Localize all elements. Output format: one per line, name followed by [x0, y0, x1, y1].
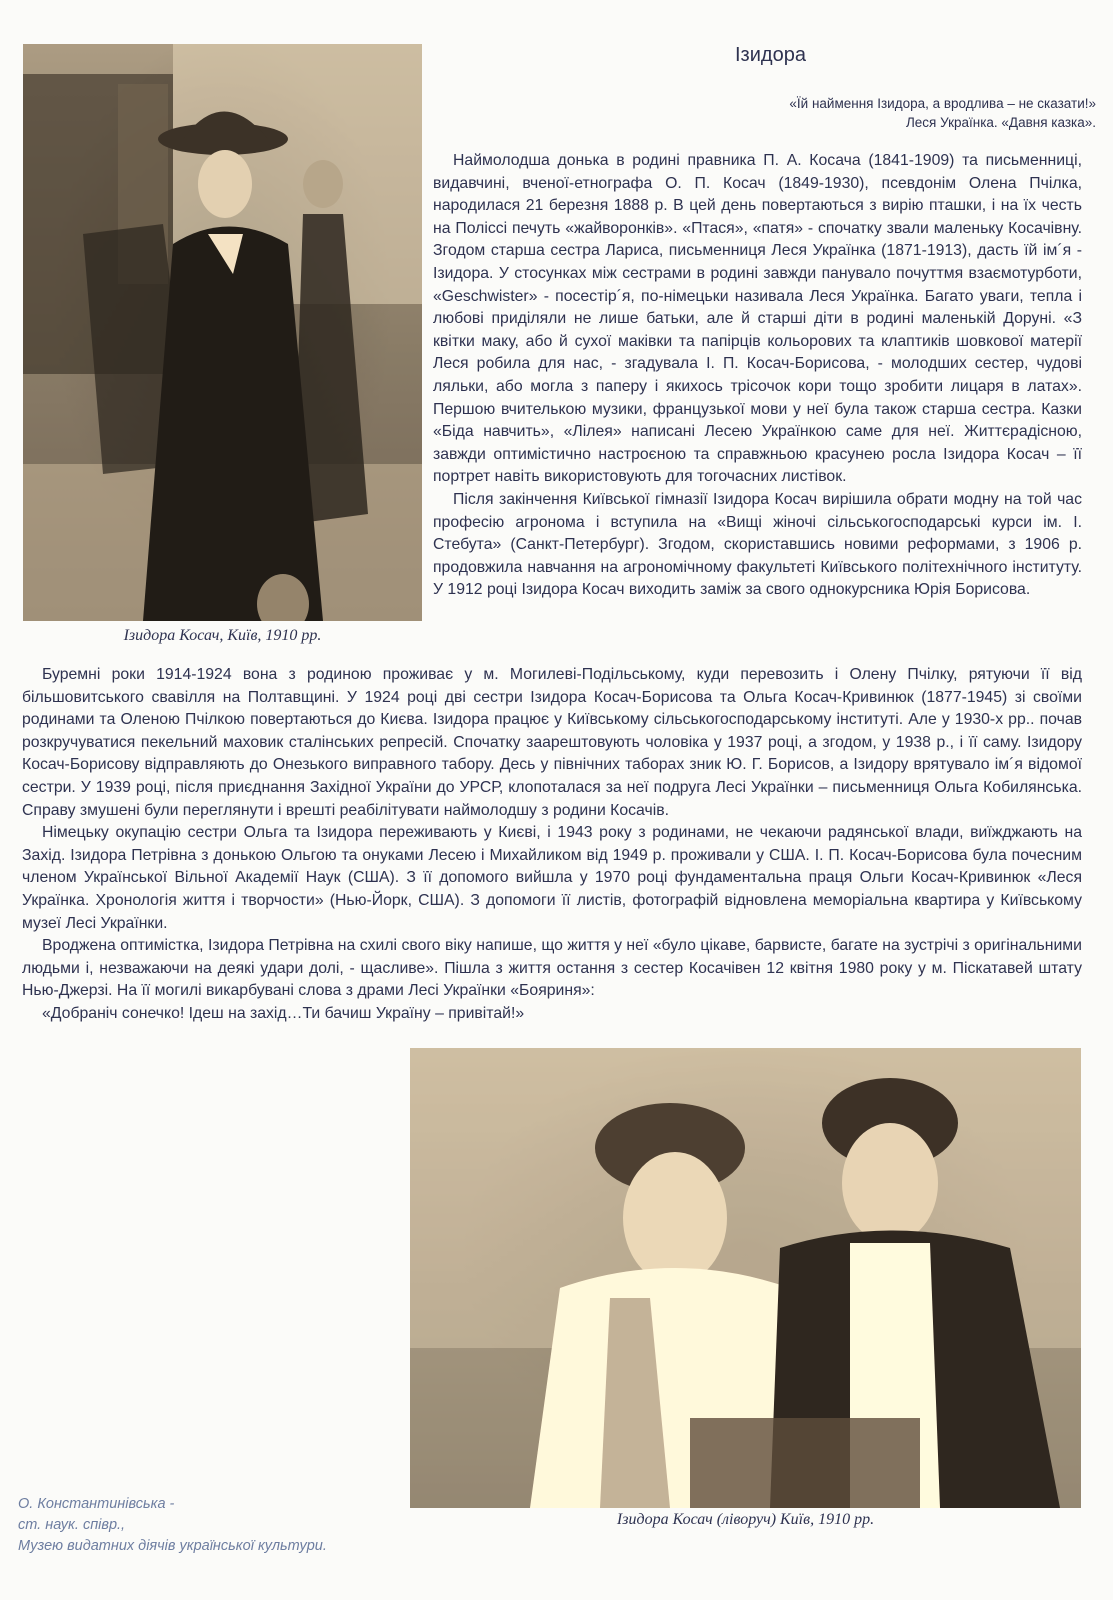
right-column-text — [433, 150, 1082, 602]
author-institution: Музею видатних діячів української культури. — [18, 1538, 327, 1554]
photo-bottom-caption: Ізидора Косач (ліворуч) Київ, 1910 рр. — [616, 1511, 875, 1528]
paragraph: Наймолодша донька в родині правника П. А. Косача (1841-1909) та письменниці, видавчині, вченої-етнографа О. П. Косач (1849-1930), псевдонім Олена Пчілка, народилася 21 березня 1888 р. В цей день повертаються з вирію пташки, і на їх честь на Поліссі печуть «жайворонків». «Птася», «патя» - спочатку звали маленьку Косачівну. Згодом старша сестра Лариса, письменниця Леся Українка (1871-1913), дасть їй ім´я - Ізидора. У стосунках між сестрами в родині завжди панувало почуттмя взаємотурботи, «Geschwister» - посестір´я, по-німецьки називала Леся Українка. Багато уваги, тепла і любові приділяли не лише батьки, але й старші діти в родині маленькій Доруні. «З квітки маку, або й сухої маківки та папірців кольорових та клаптиків шовкової матерії Леся робила для нас, - згадувала І. П. Косач-Борисова, - молодших сестер, чудові ляльки, або могла з паперу і якихось трісочок кори тощо зробити лицаря в латах». Першою вчителькою музики, французької мови у неї була також старша сестра. Казки «Біда навчить», «Лілея» написані Лесею Українкою саме для неї. Життєрадісною, завжди оптимістично настроєною та справжньою красунею росла Ізидора Косач – її портрет навіть використовують для тогочасних листівок. — [433, 152, 1082, 486]
page-title: Ізидора — [735, 44, 806, 66]
photo-izydora-figure — [23, 44, 422, 621]
paragraph: Вроджена оптимістка, Ізидора Петрівна на схилі свого віку напише, що життя у неї «було цікаве, барвисте, багате на зустрічі з оригінальними людьми і, незважаючи на деякі удари долі, - щасливе». Пішла з життя остання з сестер Косачівен 12 квітня 1980 року у м. Піскатавей штату Нью-Джерзі. На її могилі викарбувані слова з драми Лесі Українки «Бояриня»: — [22, 937, 1082, 1000]
epigraph-source: Леся Українка. «Давня казка». — [905, 115, 1096, 130]
paragraph: Німецьку окупацію сестри Ольга та Ізидора переживають у Києві, і 1943 року з родинами, не чекаючи радянської влади, виїжджають на Захід. Ізидора Петрівна з донькою Ольгою та онуками Лесею і Михайликом від 1949 р. проживали у США. І. П. Косач-Борисова була почесним членом Української Вільної Академії Наук (США). З її допомого вийшла у 1970 році фундаментальна праця Ольги Косач-Кривинюк «Леся Українка. Хронологія життя і творчости» (Нью-Йорк, США). З допомоги її листів, фотографій відновлена меморіальна квартира у Київському музеї Лесі Українки. — [22, 824, 1082, 932]
photo-top-caption: Ізидора Косач, Київ, 1910 рр. — [123, 627, 322, 644]
paragraph: Буремні роки 1914-1924 вона з родиною проживає у м. Могилеві-Подільському, куди перевозить і Олену Пчілку, рятуючи її від більшовитського свавілля на Полтавщині. У 1924 році дві сестри Ізидора Косач-Борисова та Ольга Косач-Кривинюк (1877-1945) зі своїми родинами та Оленою Пчілкою повертаються до Києва. Ізидора працює у Київському сільськогосподарському інституті. Але у 1930-х рр.. почав розкручуватися пекельний маховик сталінських репресій. Спочатку заарештовують чоловіка у 1937 році, а згодом, у 1938 р., і її саму. Ізидору Косач-Борисову відправляють до Онезького виправного табору. Десь у північних таборах зник Ю. Г. Борисов, а Ізидору врятувало ім´я відомої сестри. У 1939 році, після приєднання Західної України до УРСР, клопоталася за неї подруга Лесі Українки – письменниця Ольга Кобилянська. Справу змушені були переглянути і врешті реабілітувати наймолодшу з родини Косачів. — [22, 666, 1082, 819]
author-credit — [18, 1494, 327, 1557]
epigraph — [789, 94, 1096, 132]
epigraph-quote: «Їй наймення Ізидора, а вродлива – не сказати!» — [789, 96, 1096, 111]
paragraph: Після закінчення Київської гімназії Ізидора Косач вирішила обрати модну на той час професію агронома і вступила на «Вищі жіночі сільськогосподарські курси ім. І. Стебута» (Санкт-Петербург). Згодом, скориставшись новими реформами, з 1906 р. продовжила навчання на агрономічному факультеті Київського політехнічного інституту. У 1912 році Ізидора Косач виходить заміж за свого однокурсника Юрія Борисова. — [433, 490, 1082, 599]
photo-izydora-kyiv — [23, 44, 422, 621]
quote-line: «Добраніч сонечко! Ідеш на захід…Ти бачиш Україну – привітай!» — [42, 1004, 525, 1022]
author-name: О. Константинівська - — [18, 1496, 175, 1512]
photo-sisters — [410, 1048, 1081, 1508]
photo-sisters-figures — [410, 1048, 1081, 1508]
full-width-text — [22, 664, 1082, 1026]
author-position: ст. наук. співр., — [18, 1517, 126, 1533]
